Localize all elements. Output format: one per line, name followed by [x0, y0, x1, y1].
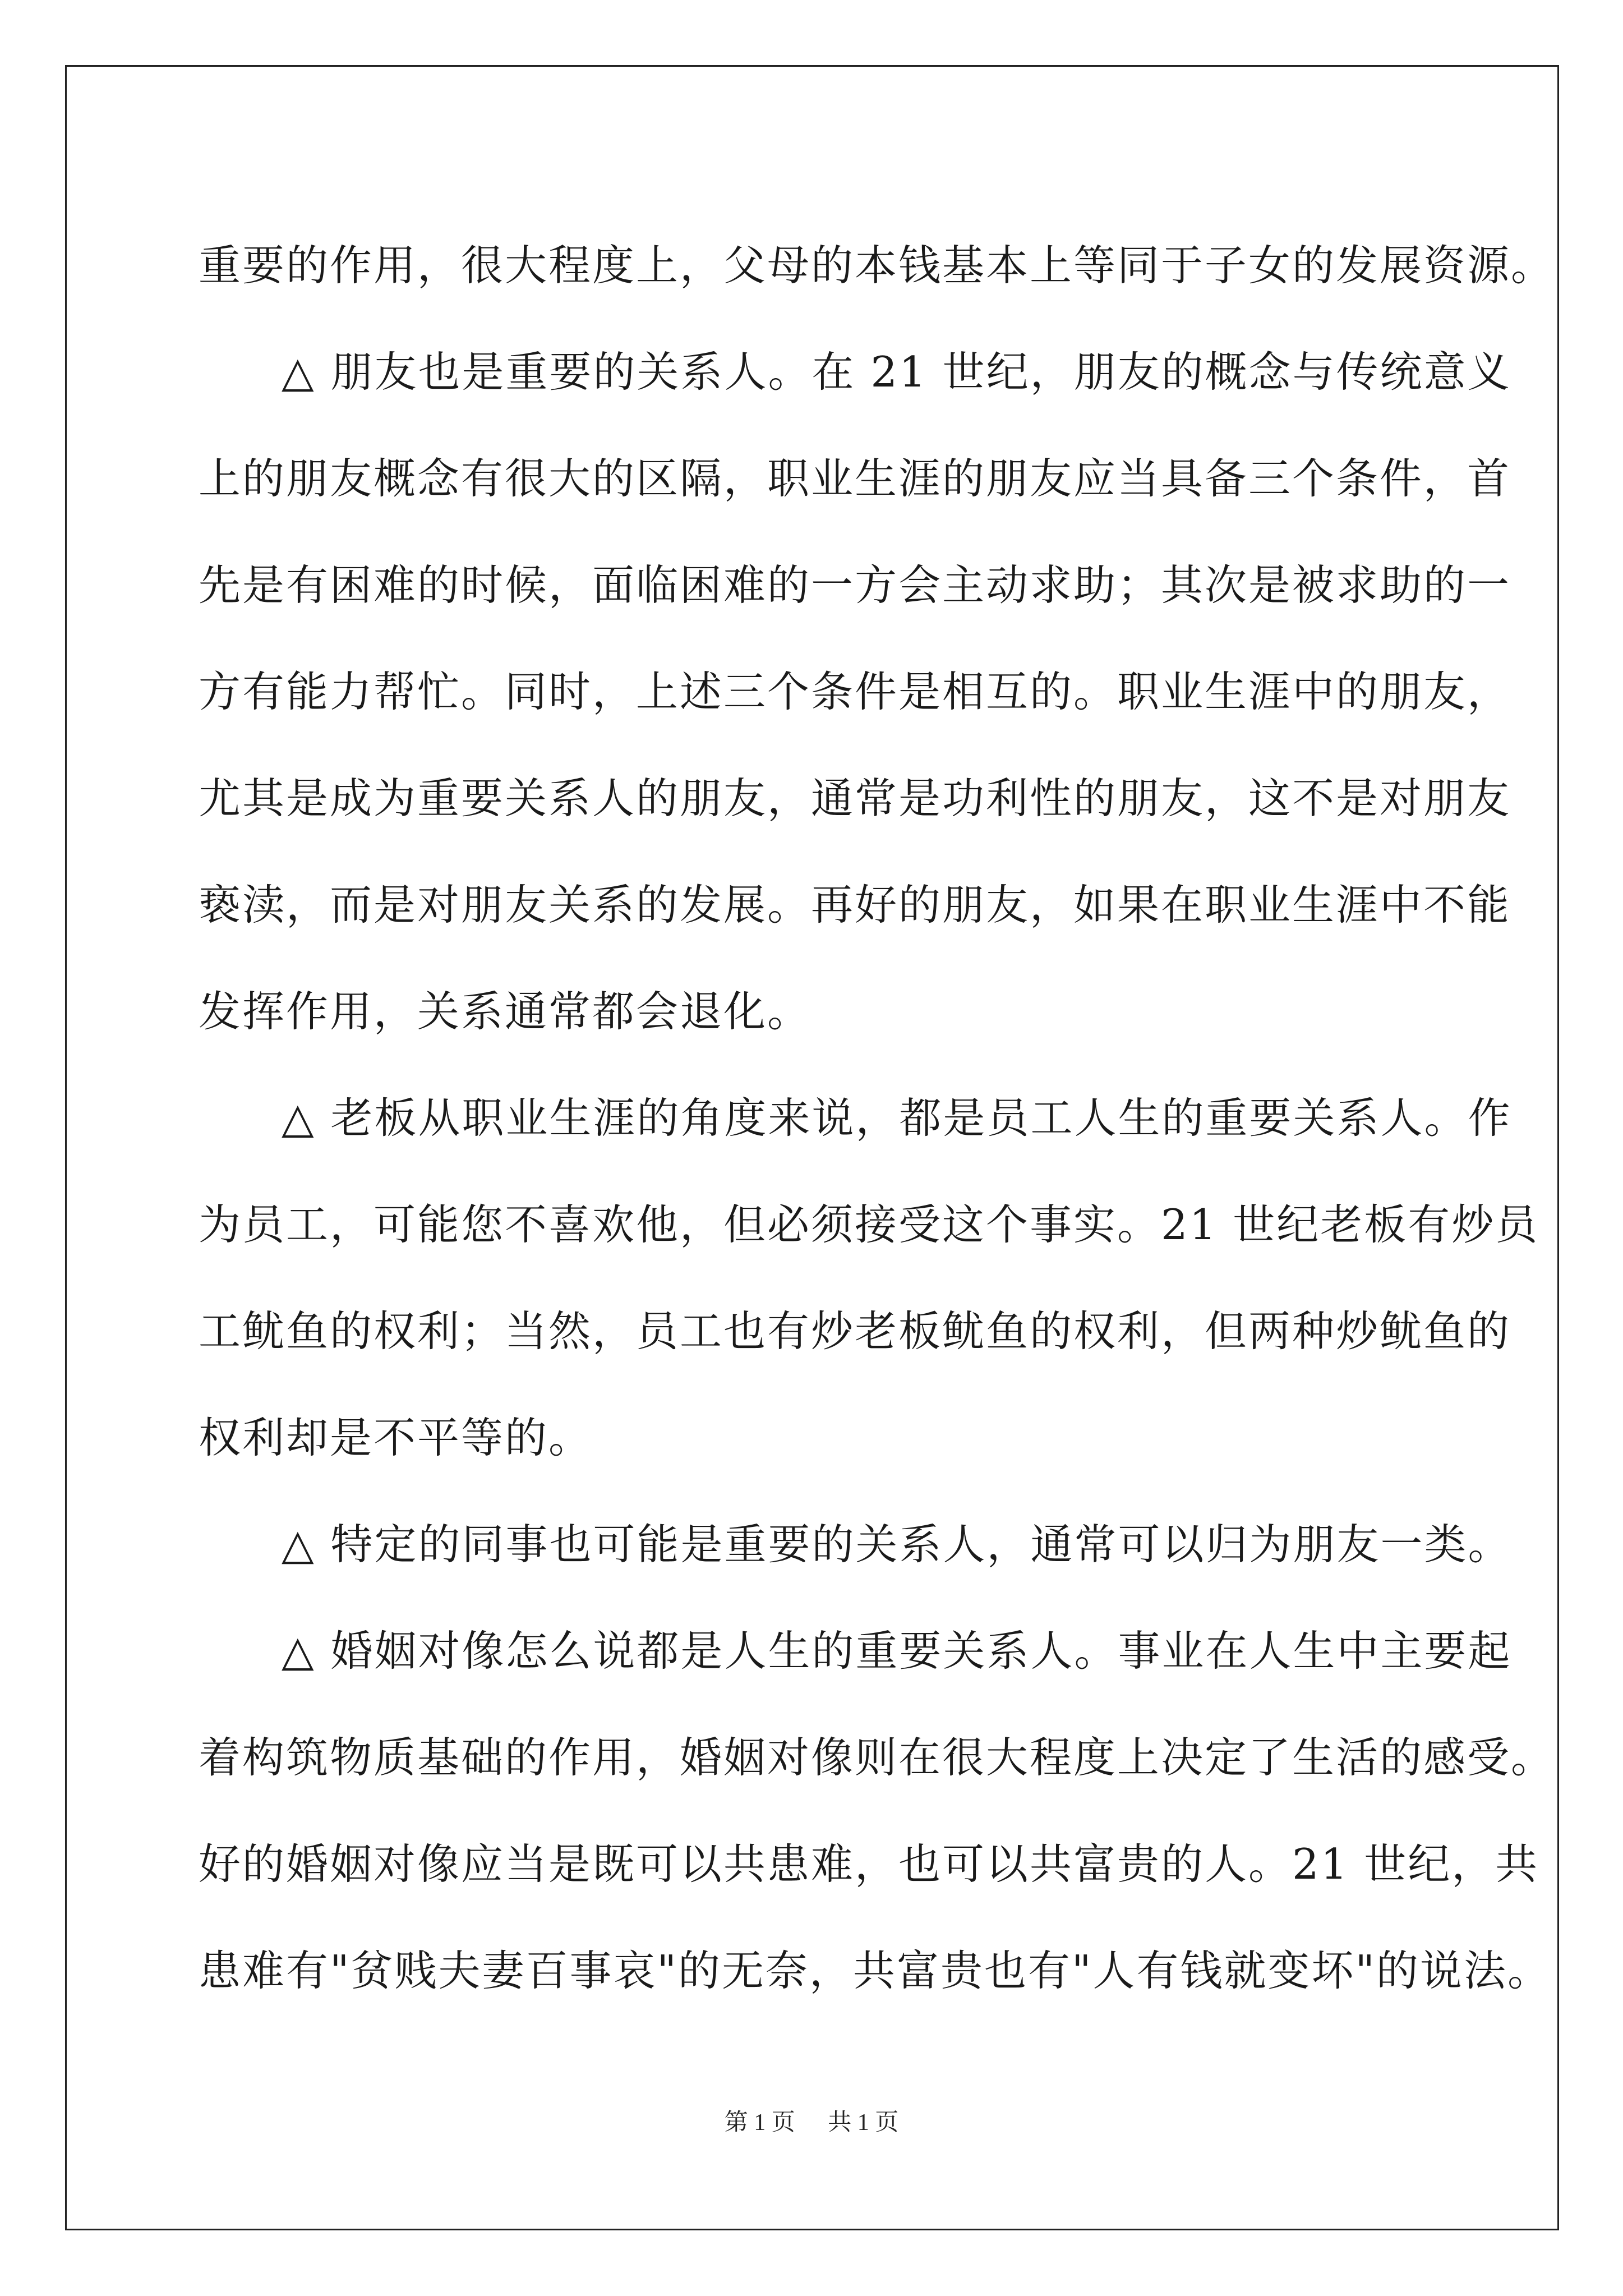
text-line: 患难有"贫贱夫妻百事哀"的无奈，共富贵也有"人有钱就变坏"的说法。	[199, 1946, 1551, 1995]
text-line: 好的婚姻对像应当是既可以共患难，也可以共富贵的人。21 世纪，共	[199, 1839, 1539, 1889]
text-line: 着构筑物质基础的作用，婚姻对像则在很大程度上决定了生活的感受。	[199, 1733, 1555, 1782]
text-line: 重要的作用，很大程度上，父母的本钱基本上等同于子女的发展资源。	[199, 241, 1555, 290]
text-line: 亵渎，而是对朋友关系的发展。再好的朋友，如果在职业生涯中不能	[199, 880, 1511, 930]
document-body	[199, 212, 1555, 2024]
text-line: △ 特定的同事也可能是重要的关系人，通常可以归为朋友一类。	[282, 1520, 1512, 1569]
text-line: 先是有困难的时候，面临困难的一方会主动求助；其次是被求助的一	[199, 560, 1511, 610]
text-line: 权利却是不平等的。	[199, 1413, 593, 1462]
page-total: 共 1 页	[828, 2110, 899, 2136]
page-footer	[0, 2104, 1623, 2137]
text-line: 上的朋友概念有很大的区隔，职业生涯的朋友应当具备三个条件，首	[199, 454, 1511, 503]
text-line: △ 老板从职业生涯的角度来说，都是员工人生的重要关系人。作	[282, 1093, 1512, 1143]
text-line: 为员工，可能您不喜欢他，但必须接受这个事实。21 世纪老板有炒员	[199, 1200, 1539, 1249]
text-line: 尤其是成为重要关系人的朋友，通常是功利性的朋友，这不是对朋友	[199, 774, 1511, 823]
text-line: △ 婚姻对像怎么说都是人生的重要关系人。事业在人生中主要起	[282, 1626, 1512, 1676]
text-line: △ 朋友也是重要的关系人。在 21 世纪，朋友的概念与传统意义	[282, 347, 1511, 397]
page-number: 第 1 页	[724, 2110, 795, 2136]
text-line: 方有能力帮忙。同时，上述三个条件是相互的。职业生涯中的朋友，	[199, 667, 1511, 716]
text-line: 发挥作用，关系通常都会退化。	[199, 987, 811, 1036]
text-line: 工鱿鱼的权利；当然，员工也有炒老板鱿鱼的权利，但两种炒鱿鱼的	[199, 1306, 1511, 1356]
